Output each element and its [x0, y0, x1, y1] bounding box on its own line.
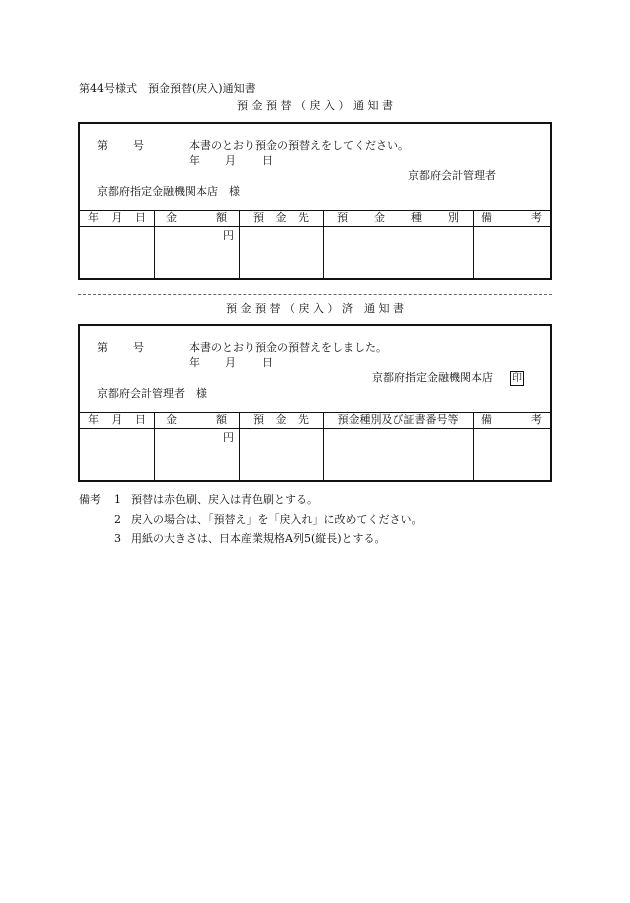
note-text: 戻入の場合は、「預替え」を「戻入れ」に改めてください。 — [131, 513, 423, 526]
notice2-sender: 京都府指定金融機関本店 — [372, 371, 493, 384]
notice2-title: 預 金 預 替 （ 戻 入 ） 済 通 知 書 — [226, 302, 404, 315]
notes-label: 備考 — [79, 493, 101, 506]
form-label: 第44号様式 預金預替(戻入)通知書 — [79, 82, 256, 95]
notice2-header-amount: 金 額 — [166, 413, 227, 426]
notice1-addressee: 京都府指定金融機関本店 様 — [97, 185, 240, 198]
notice2-number-go: 号 — [133, 341, 144, 354]
notice2-header-type-cert: 預金種別及び証書番号等 — [337, 413, 459, 426]
notice2-header-date: 年 月 日 — [88, 413, 146, 426]
notice1-header-amount: 金 額 — [166, 211, 227, 224]
seal-mark: 印 — [512, 373, 522, 384]
notice2-date-year: 年 — [189, 356, 200, 369]
notice2-addressee: 京都府会計管理者 様 — [97, 387, 207, 400]
notice1-sender: 京都府会計管理者 — [408, 169, 496, 182]
notice1-number-go: 号 — [133, 139, 144, 152]
notice2-table — [80, 412, 550, 480]
note-text: 預替は赤色刷、戻入は青色刷とする。 — [131, 493, 318, 506]
notice1-form — [78, 122, 552, 280]
notice1-date-month: 月 — [225, 154, 236, 167]
note-number: 1 — [114, 493, 121, 506]
notice1-date-day: 日 — [262, 154, 273, 167]
notice2-header-destination: 預 金 先 — [253, 413, 309, 426]
notice2-number-dai: 第 — [97, 341, 108, 354]
notice1-yen-unit: 円 — [223, 229, 234, 242]
notice1-date-year: 年 — [189, 154, 200, 167]
notice2-body-text: 本書のとおり預金の預替えをしました。 — [189, 341, 387, 354]
note-number: 2 — [114, 513, 121, 526]
notice2-form — [78, 324, 552, 482]
notice1-header-destination: 預 金 先 — [253, 211, 309, 224]
notice1-number-dai: 第 — [97, 139, 108, 152]
notice2-yen-unit: 円 — [223, 431, 234, 444]
notice1-header-remarks: 備 考 — [481, 211, 542, 224]
notice1-header-date: 年 月 日 — [88, 211, 146, 224]
notice1-title: 預 金 預 替 （ 戻 入 ） 通 知 書 — [237, 99, 393, 112]
notice1-table — [80, 210, 550, 278]
notice2-date-day: 日 — [262, 356, 273, 369]
note-text: 用紙の大きさは、日本産業規格A列5(縦長)とする。 — [131, 532, 386, 545]
notice1-header-type: 預 金 種 別 — [337, 211, 459, 224]
notice2-date-month: 月 — [225, 356, 236, 369]
note-number: 3 — [114, 532, 121, 545]
notice2-header-remarks: 備 考 — [481, 413, 542, 426]
cut-line — [78, 294, 552, 295]
notice1-body-text: 本書のとおり預金の預替えをしてください。 — [189, 139, 409, 152]
